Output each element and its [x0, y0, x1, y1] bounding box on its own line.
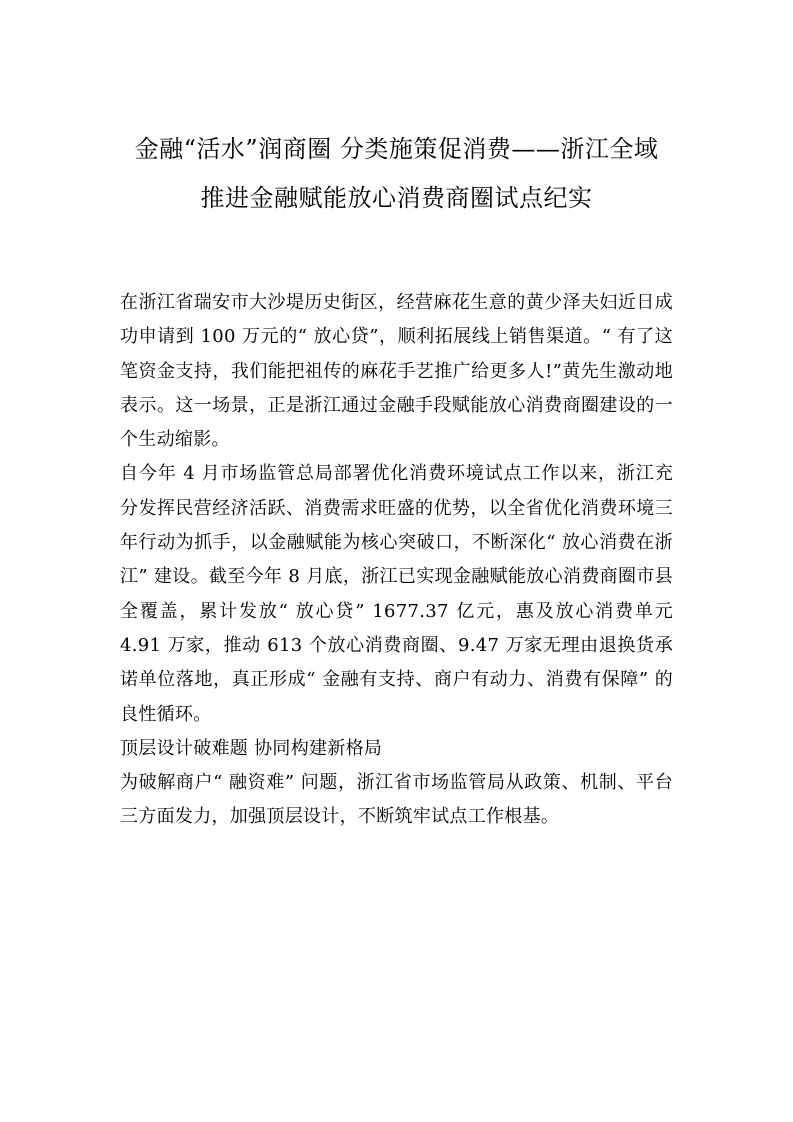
section-heading: 顶层设计破难题 协同构建新格局: [120, 737, 383, 759]
title-line-2: 推进金融赋能放心消费商圈试点纪实: [200, 184, 593, 212]
paragraph-overview: 自今年 4 月市场监管总局部署优化消费环境试点工作以来，浙江充分发挥民营经济活跃、消费需求旺盛的优势，以全省优化消费环境三年行动为抓手，以金融赋能为核心突破口，不断深化“ 放心消费在浙江” 建设。截至今年 8 月底，浙江已实现金融赋能放心消费商圈市县全覆盖，累计发放“ 放心贷” 1677.37 亿元，惠及放心消费单元 4.91 万家，推动 613 个放心消费商圈、9.47 万家无理由退换货承诺单位落地，真正形成“ 金融有支持、商户有动力、消费有保障” 的良性循环。: [120, 463, 673, 725]
paragraph-intro: 在浙江省瑞安市大沙堤历史街区，经营麻花生意的黄少泽夫妇近日成功申请到 100 万元的“ 放心贷”，顺利拓展线上销售渠道。“ 有了这笔资金支持，我们能把祖传的麻花手艺推广给更多人!”黄先生激动地表示。这一场景，正是浙江通过金融手段赋能放心消费商圈建设的一个生动缩影。: [120, 292, 673, 451]
document-title: [100, 125, 693, 223]
paragraph-section: 为破解商户“ 融资难” 问题，浙江省市场监管局从政策、机制、平台三方面发力，加强顶层设计，不断筑牢试点工作根基。: [120, 772, 673, 828]
title-line-1: 金融“活水”润商圈 分类施策促消费——浙江全域: [134, 135, 659, 163]
document-body: [120, 286, 673, 835]
